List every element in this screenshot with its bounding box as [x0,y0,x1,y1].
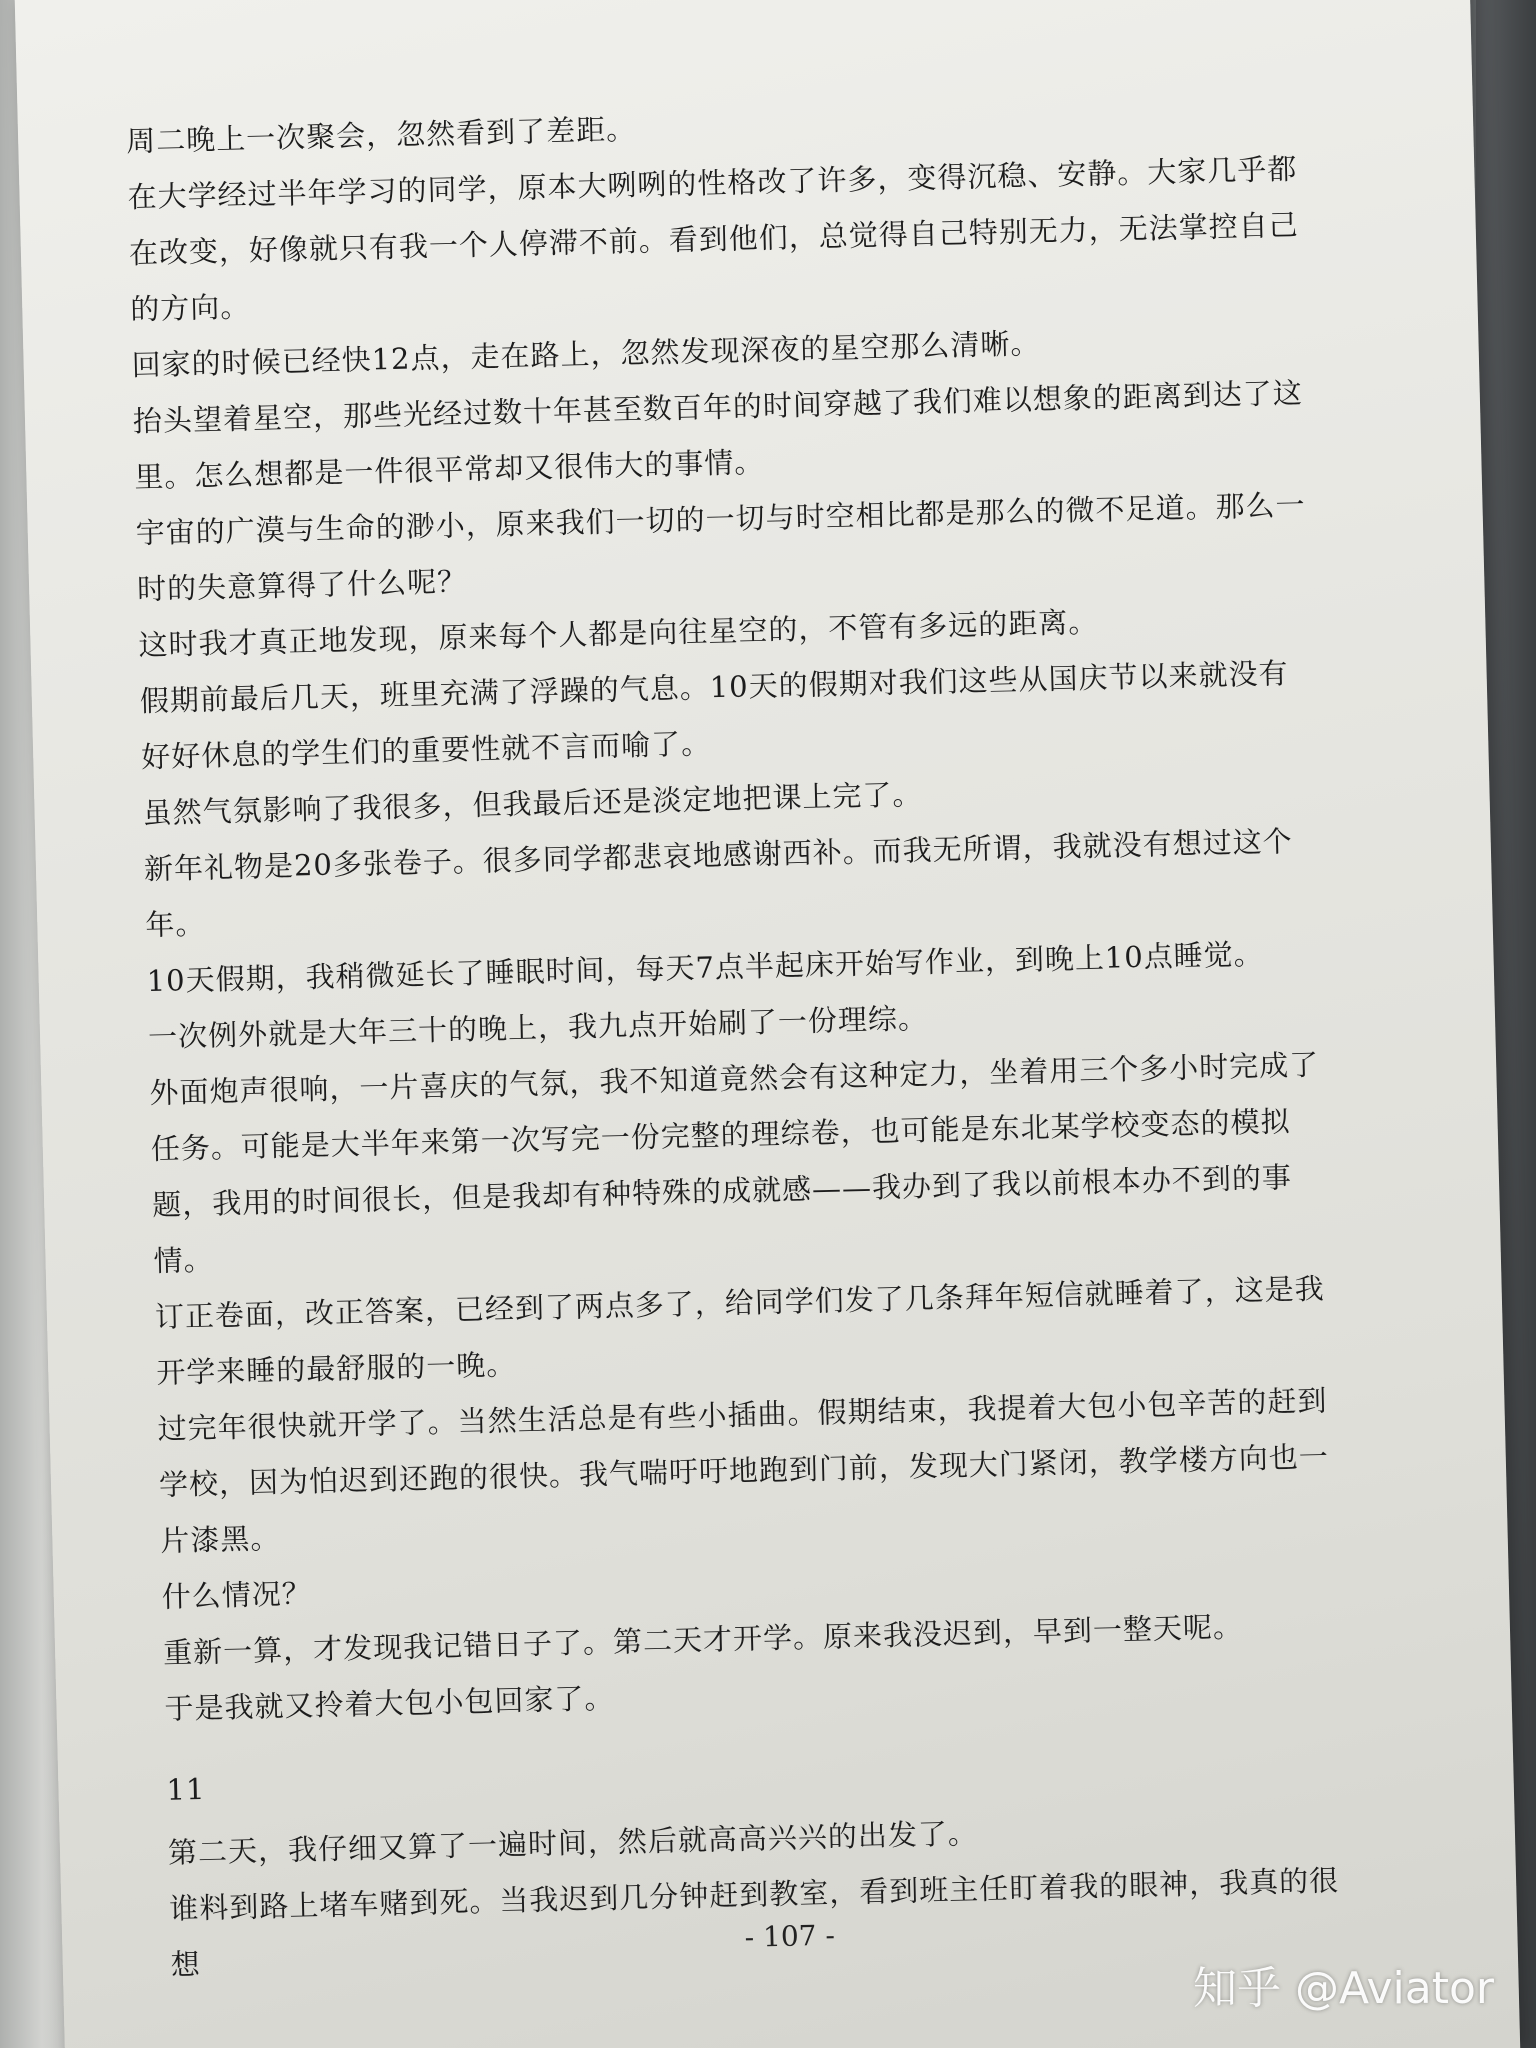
paragraph: 在大学经过半年学习的同学，原本大咧咧的性格改了许多，变得沉稳、安静。大家几乎都在改变，好像就只有我一个人停滞不前。看到他们，总觉得自己特别无力，无法掌控自己的方向。 [127,151,1300,327]
paragraph: 抬头望着星空，那些光经过数十年甚至数百年的时间穿越了我们难以想象的距离到达了这里。怎么想都是一件很平常却又很伟大的事情。 [132,375,1304,495]
paragraph: 过完年很快就开学了。当然生活总是有些小插曲。假期结束，我提着大包小包辛苦的赶到学校，因为怕迟到还跑的很快。我气喘吁吁地跑到门前，发现大门紧闭，教学楼方向也一片漆黑。 [157,1383,1330,1558]
paragraph: 一次例外就是大年三十的晚上，我九点开始刷了一份理综。 [147,1001,929,1055]
paragraph: 回家的时候已经快12点，走在路上，忽然发现深夜的星空那么清晰。 [131,326,1041,383]
paragraph: 第二天，我仔细又算了一遍时间，然后就高高兴兴的出发了。 [167,1816,979,1870]
section-number: 11 [166,1771,206,1807]
zhihu-watermark: 知乎 @Aviator [1193,1963,1494,2014]
paragraph: 假期前最后几天，班里充满了浮躁的气息。10天的假期对我们这些从国庆节以来就没有好好休息的学生们的重要性就不言而喻了。 [139,656,1289,775]
paragraph: 新年礼物是20多张卷子。很多同学都悲哀地感谢西补。而我无所谓，我就没有想过这个年。 [143,824,1293,943]
paragraph: 10天假期，我稍微延长了睡眠时间，每天7点半起床开始写作业，到晚上10点睡觉。 [146,936,1265,999]
paragraph: 重新一算，才发现我记错日子了。第二天才开学。原来我没迟到，早到一整天呢。 [162,1609,1244,1670]
paragraph: 虽然气氛影响了我很多，但我最后还是淡定地把课上完了。 [142,777,923,831]
paragraph: 这时我才真正地发现，原来每个人都是向往星空的，不管有多远的距离。 [138,604,1099,663]
paragraph: 什么情况？ [161,1576,313,1614]
paragraph: 订正卷面，改正答案，已经到了两点多了，给同学们发了几条拜年短信就睡着了，这是我开学来睡的最舒服的一晚。 [154,1271,1326,1391]
page-number: - 107 - [744,1918,836,1954]
book-page [15,0,1521,2048]
paragraph: 宇宙的广漠与生命的渺小，原来我们一切的一切与时空相比都是那么的微不足道。那么一时的失意算得了什么呢？ [135,487,1306,607]
paragraph: 外面炮声很响，一片喜庆的气氛，我不知道竟然会有这种定力，坐着用三个多小时完成了任务。可能是大半年来第一次写完一份完整的理综卷，也可能是东北某学校变态的模拟题，我用的时间很长，但是我却有种特殊的成就感——我办到了我以前根本办不到的事情。 [149,1047,1320,1279]
paragraph: 于是我就又拎着大包小包回家了。 [164,1680,615,1726]
paragraph: 谁料到路上堵车赌到死。当我迟到几分钟赶到教室，看到班主任盯着我的眼神，我真的很想 [169,1863,1340,1982]
page-body [68,85,1344,1994]
paragraph: 周二晚上一次聚会，忽然看到了差距。 [125,111,637,159]
